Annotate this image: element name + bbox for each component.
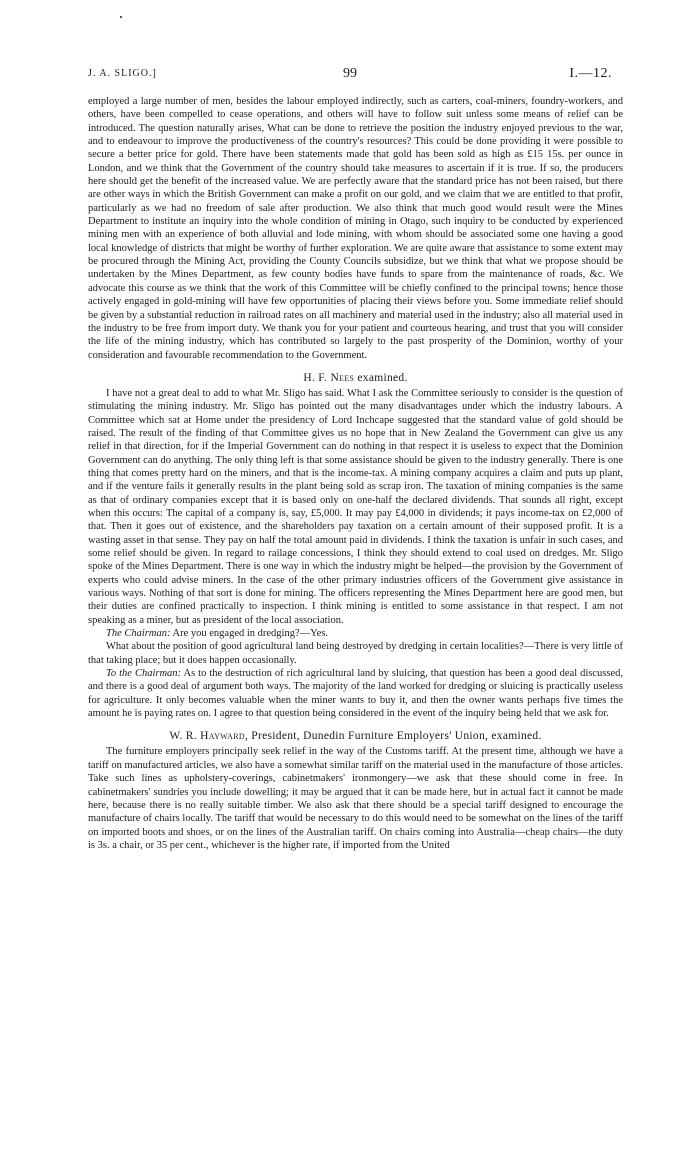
question-text: Are you engaged in dredging?—Yes.	[170, 628, 329, 640]
witness-heading-suffix: , President, Dunedin Furniture Employers' Union, examined.	[244, 730, 542, 743]
witness-name: Hayward	[200, 730, 245, 743]
scan-mark	[120, 16, 122, 18]
to-chairman-answer	[88, 667, 623, 720]
chairman-question	[88, 627, 623, 640]
page-header	[88, 68, 612, 86]
page-number: 99	[343, 66, 357, 81]
hayward-statement: The furniture employers principally seek relief in the way of the Customs tariff. At the present time, although we have a tariff on manufactured articles, we also have a somewhat similar tariff on the material used in the manufacture of those articles. Take such lines as upholstery-coverings, cabinetmakers' ironmongery—we ask that these should come in free. In cabinetmakers' sundries you include dowelling; it may be argued that it can be made here, but in actual fact it cannot be made here, because there is no really suitable timber. We also ask that there should be a special tariff designed to encourage the manufacture of chairs locally. The tariff that would be necessary to do this would need to be somewhat on the lines of the tariff on imported boots and shoes, or on the lines of the Australian tariff. On chairs coming into Australia—cheap chairs—the duty is 3s. a chair, or 35 per cent., whichever is the higher rate, if imported from the United	[88, 746, 623, 851]
witness-name: Nees	[330, 371, 355, 384]
sligo-statement-continued: employed a large number of men, besides the labour employed indirectly, such as carters, coal-miners, foundry-workers, and others, have been compelled to cease operations, and others will have to follow suit unless some means of relief can be introduced. The question naturally arises, What can be done to retrieve the position the industry enjoyed previous to the war, and to endeavour to improve the productiveness of the country's resources? This could be done providing it were possible to secure a better price for gold. There have been statements made that gold has been sold as high as £15 15s. per ounce in London, and we think that the Government of the country should take measures to ascertain if it is true. If so, the producers here should get the benefit of the increased value. We are perfectly aware that the standard price has not been raised, but there are other ways in which the British Government can make a profit on our gold, and we claim that we are entitled to that profit, particularly as we had no freedom of sale after production. We also think that much good would result were the Mines Department to institute an inquiry into the whole condition of mining in Otago, such inquiry to be conducted by experienced mining men with an experience of both alluvial and lode mining, with whom should be associated some one having a good local knowledge of districts that might be worthy of further exploration. We are quite aware that assistance to some extent may be procured through the Mining Act, providing the County Councils subsidize, but we think that what we propose should be undertaken by the Mines Department, as few county bodies have funds to spare from the maintenance of roads, &c. We advocate this course as we think that the work of this Committee will be chiefly confined to the principal towns; hence those actively engaged in gold-mining will have few opportunities of placing their views before you. Some immediate relief should be given by a substantial reduction in railroad rates on all machinery and material used in the industry; also all material used in the industry to be free from import duty. We thank you for your patient and courteous hearing, and trust that you will consider the life of the mining industry, which has contributed so largely to the past prosperity of the Dominion, worthy of your consideration and favourable recommendation to the Government.	[88, 96, 623, 361]
witness-initials: W. R.	[169, 730, 197, 743]
answer-text: As to the destruction of rich agricultural land by sluicing, that question has been a good deal discussed, and there is a good deal of argument both ways. The majority of the land worked for dredging or sluicing is practically useless for agriculture. It only becomes valuable when the miner wants to buy it, and then the owner wants perhaps five times the amount he is paying rates on. I agree to that question being considered in the event of the inquiry being held that we ask for.	[88, 668, 623, 720]
witness-heading-nees	[88, 371, 623, 385]
page-body	[88, 95, 623, 852]
dredging-question: What about the position of good agricultural land being destroyed by dredging in certain localities?—There is very little of that taking place; but it does happen occasionally.	[88, 641, 623, 666]
running-head-author: J. A. SLIGO.]	[88, 68, 157, 79]
nees-statement: I have not a great deal to add to what Mr. Sligo has said. What I ask the Committee seriously to consider is the question of stimulating the mining industry. Mr. Sligo has pointed out the many disadvantages under which the industry labours. A Committee which sat at Home under the presidency of Lord Inchcape suggested that the standard value of gold should be raised. The result of the finding of that Committee gives us no hope that in New Zealand the Government can give us any relief in that direction, for if the Imperial Government can do nothing in that respect it is useless to expect that the Dominion Government can do anything. The only thing left is that some assistance should be given to the industry generally. There is one thing that comes pretty hard on the miners, and that is the income-tax. A mining company acquires a claim and puts up plant, and if the venture fails it generally results in the plant being sold as scrap iron. The taxation of mining companies is the same as that of ordinary companies except that it is based only on one-half the declared dividends. That sounds all right, except when this occurs: The capital of a company is, say, £5,000. It may pay £4,000 in dividends; it pays income-tax on £2,000 of that. Then it goes out of existence, and the shareholders pay taxation on a certain amount of their supposed profit. It is a wasting asset in that sense. They pay on half the total amount paid in dividends. I think the taxation is unfair in such cases, and some relief should be given. In regard to railage concessions, I think they should extend to coal used on dredges. Mr. Sligo spoke of the Mines Department. There is one way in which the industry might be helped—the provision by the Government of experts who could advise miners. In the case of the other primary industries officers of the Government give assistance in various ways. Nothing of that sort is done for mining. The officers representing the Mines Department here are good men, but their duties are confined practically to inspection. I think mining is entitled to some assistance in that respect. I am not speaking as a miner, but as president of the local association.	[88, 387, 623, 626]
speaker-label: To the Chairman:	[106, 668, 182, 680]
witness-initials: H. F.	[303, 371, 328, 384]
speaker-label: The Chairman:	[106, 628, 171, 640]
witness-heading-suffix: examined.	[357, 371, 408, 384]
paper-reference: I.—12.	[569, 66, 612, 81]
witness-heading-hayward	[88, 729, 623, 743]
